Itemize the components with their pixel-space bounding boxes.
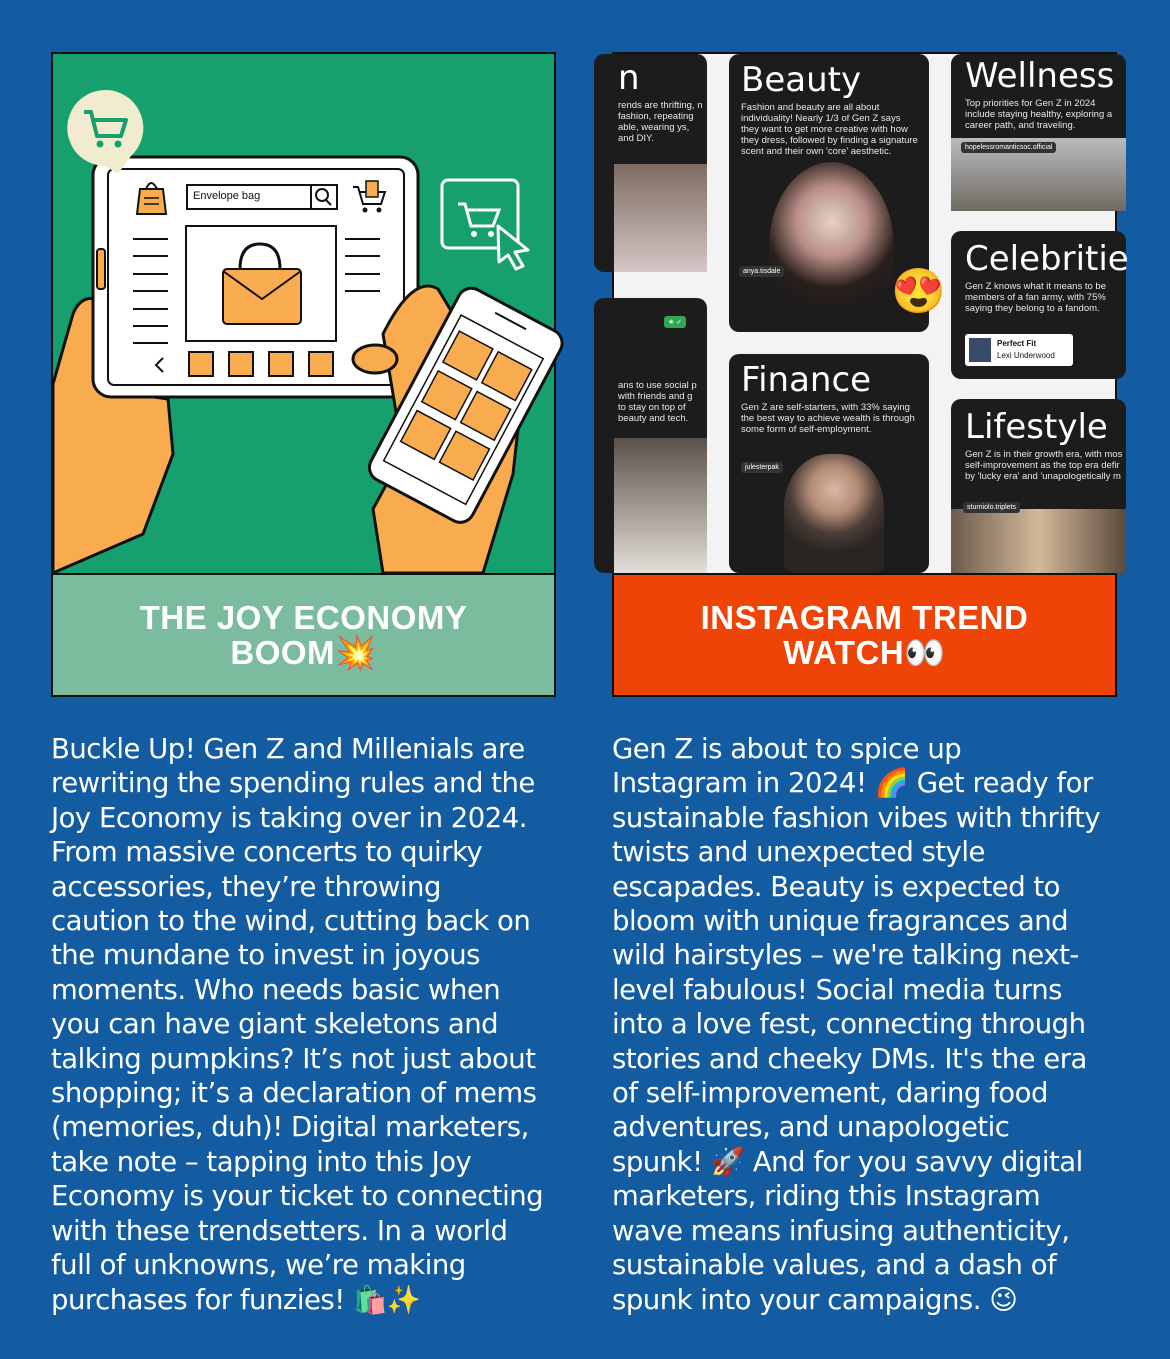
body-text-line: the mundane to invest in joyous [51, 939, 481, 972]
banner-title [655, 600, 1075, 670]
instagram-trend-banner [614, 573, 1115, 695]
tile-heading: Beauty [741, 60, 862, 100]
body-text-line: (memories, duh)! Digital marketers, [51, 1111, 529, 1144]
tile-celebrities [951, 231, 1129, 379]
tile-heading: Finance [741, 360, 872, 400]
tile-fashion [594, 54, 707, 272]
body-text-line: rewriting the spending rules and the [51, 767, 535, 800]
body-text-line: adventures, and unapologetic [612, 1111, 1010, 1144]
joy-economy-banner [53, 573, 554, 695]
handle-tag: anya.tisdale [739, 266, 784, 277]
tile-desc: Gen Z knows what it means to be members of a fan army, with 75% saying they belong to a fandom. [965, 281, 1106, 314]
tile-heading: Celebritie [965, 239, 1129, 279]
body-text-line: spunk! 🚀 And for you savvy digital [612, 1145, 1083, 1178]
instagram-trend-card [612, 52, 1129, 697]
body-text-line: wild hairstyles – we're talking next- [612, 939, 1079, 972]
body-text-line: full of unknowns, we’re making [51, 1249, 466, 1282]
handle-tag: julesterpak [741, 462, 783, 473]
banner-title-line: INSTAGRAM TREND [700, 599, 1029, 636]
verified-badge: ★ ✓ [664, 316, 686, 328]
joy-economy-illustration [53, 54, 554, 573]
search-placeholder: Envelope bag [193, 190, 261, 202]
body-text-line: purchases for funzies! 🛍️✨ [51, 1283, 421, 1316]
body-text-line: bloom with unique fragrances and [612, 905, 1069, 938]
body-text-line: Instagram in 2024! 🌈 Get ready for [612, 767, 1093, 800]
body-text-line: into a love fest, connecting through [612, 1008, 1086, 1041]
body-text-line: take note – tapping into this Joy [51, 1145, 472, 1178]
body-text-line: twists and unexpected style [612, 836, 985, 869]
body-text-line: spunk into your campaigns. 😉 [612, 1283, 1018, 1316]
shopping-illustration [53, 54, 554, 573]
body-text-line: From massive concerts to quirky [51, 836, 483, 869]
banner-title-line: THE JOY ECONOMY [139, 599, 468, 636]
instagram-trend-collage [614, 54, 1129, 573]
body-text-line: of self-improvement, daring food [612, 1077, 1048, 1110]
tile-desc: ans to use social p with friends and g to stay on top of beauty and tech. [618, 380, 697, 424]
body-text-line: talking pumpkins? It’s not just about [51, 1042, 536, 1075]
instagram-trend-description [612, 732, 1127, 1317]
body-text-line: wave means infusing authenticity, [612, 1214, 1070, 1247]
tile-beauty [729, 54, 946, 332]
tile-desc: Fashion and beauty are all about individuality! Nearly 1/3 of Gen Z says they want to get more creative with how they dress, followed by finding a signature scent and their own 'core' aesthetic. [741, 102, 918, 157]
body-text-line: sustainable fashion vibes with thrifty [612, 801, 1101, 834]
body-text-line: caution to the wind, cutting back on [51, 905, 531, 938]
body-text-line: Gen Z is about to spice up [612, 733, 962, 765]
tile-desc: Gen Z are self-starters, with 33% saying the best way to achieve wealth is through some form of self-employment. [741, 402, 915, 435]
handle-tag: hopelessromanticsoc.official [961, 142, 1056, 153]
body-text-line: with these trendsetters. In a world [51, 1214, 508, 1247]
tile-heading: Lifestyle [965, 407, 1108, 447]
joy-economy-description [51, 732, 563, 1317]
heart-eyes-emoji: 😍 [891, 267, 946, 316]
body-text-line: level fabulous! Social media turns [612, 973, 1063, 1006]
tile-desc: Gen Z is in their growth era, with mos self-improvement as the top era defir by 'lucky era' and 'unapologetically m [965, 449, 1123, 482]
card-subtitle: Lexi Underwood [997, 351, 1055, 360]
body-text-line: Economy is your ticket to connecting [51, 1180, 544, 1213]
card-title: Perfect Fit [997, 339, 1037, 348]
cursor-icon [442, 180, 528, 269]
tile-desc: Top priorities for Gen Z in 2024 include staying healthy, exploring a career path, and traveling. [965, 98, 1113, 131]
tile-lifestyle [951, 399, 1126, 573]
tile-desc: rends are thrifting, n fashion, repeating able, wearing ys, and DIY. [618, 100, 703, 144]
tile-finance [729, 354, 929, 573]
tile-heading: Wellness [965, 56, 1115, 96]
banner-title-line: BOOM💥 [230, 634, 377, 671]
body-text-line: shopping; it’s a declaration of mems [51, 1077, 537, 1110]
handle-tag: sturniolo.triplets [963, 502, 1020, 513]
body-text-line: you can have giant skeletons and [51, 1008, 499, 1041]
banner-title [94, 600, 514, 670]
body-text-line: Buckle Up! Gen Z and Millenials are [51, 733, 525, 765]
body-text-line: accessories, they’re throwing [51, 870, 441, 903]
body-text-line: moments. Who needs basic when [51, 973, 501, 1006]
body-text-line: escapades. Beauty is expected to [612, 870, 1060, 903]
body-text-line: stories and cheeky DMs. It's the era [612, 1042, 1087, 1075]
body-text-line: marketers, riding this Instagram [612, 1180, 1041, 1213]
tile-wellness [951, 54, 1126, 211]
tile-heading: n [618, 58, 640, 98]
body-text-line: Joy Economy is taking over in 2024. [51, 801, 527, 834]
body-text-line: sustainable values, and a dash of [612, 1249, 1057, 1282]
perfect-fit-card [965, 334, 1073, 366]
tile-social [594, 298, 707, 573]
banner-title-line: WATCH👀 [783, 634, 946, 671]
joy-economy-card [51, 52, 556, 697]
